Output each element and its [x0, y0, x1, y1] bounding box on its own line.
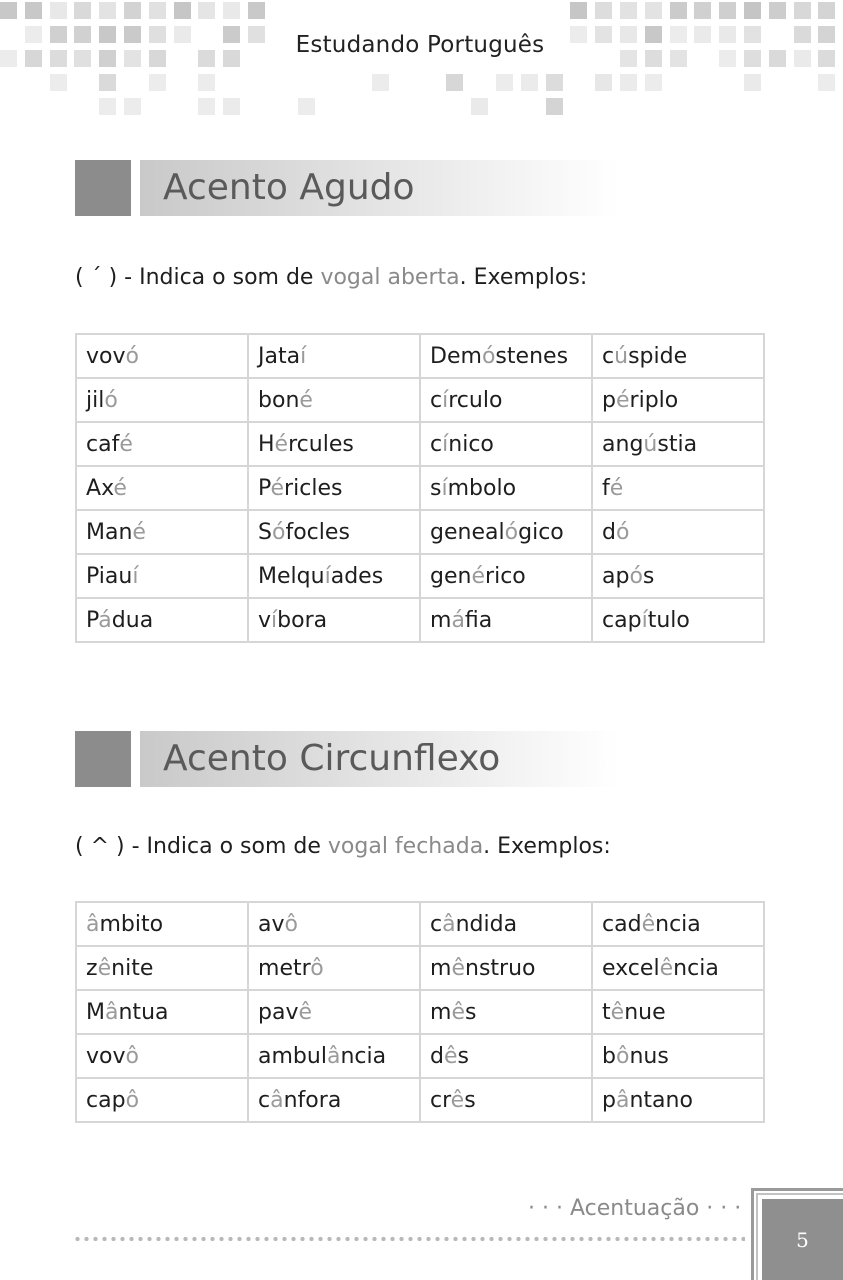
word-cell: cínico	[420, 422, 592, 466]
intro-highlight: vogal fechada	[327, 834, 484, 859]
mosaic-square	[298, 98, 315, 115]
word-cell: jiló	[76, 378, 248, 422]
mosaic-square	[124, 98, 141, 115]
word-cell: crês	[420, 1078, 592, 1122]
word-cell: Hércules	[248, 422, 420, 466]
mosaic-square	[818, 26, 835, 43]
mosaic-square	[99, 74, 116, 91]
section-marker-block	[75, 731, 131, 787]
section-title: Acento Agudo	[163, 167, 415, 208]
mosaic-square	[645, 26, 662, 43]
mosaic-square	[645, 50, 662, 67]
word-cell: Mané	[76, 510, 248, 554]
word-cell: bônus	[592, 1034, 764, 1078]
mosaic-square	[149, 2, 166, 19]
mosaic-square	[744, 26, 761, 43]
mosaic-square	[769, 2, 786, 19]
table-row	[76, 466, 764, 510]
mosaic-square	[471, 98, 488, 115]
mosaic-square	[496, 74, 513, 91]
mosaic-square	[694, 2, 711, 19]
mosaic-square	[223, 26, 240, 43]
header-title: Estudando Português	[278, 0, 562, 68]
mosaic-square	[149, 26, 166, 43]
mosaic-square	[124, 26, 141, 43]
mosaic-square	[521, 74, 538, 91]
mosaic-square	[595, 26, 612, 43]
mosaic-square	[74, 26, 91, 43]
section-intro-agudo	[75, 265, 587, 290]
word-cell: capô	[76, 1078, 248, 1122]
word-cell: pavê	[248, 990, 420, 1034]
word-cell: Axé	[76, 466, 248, 510]
page-number: 5	[762, 1199, 843, 1280]
mosaic-square	[74, 50, 91, 67]
mosaic-square	[149, 50, 166, 67]
mosaic-square	[124, 2, 141, 19]
section-header-acento-circunflexo	[75, 731, 620, 787]
word-cell: Mântua	[76, 990, 248, 1034]
word-cell: vovô	[76, 1034, 248, 1078]
mosaic-square	[570, 2, 587, 19]
mosaic-square	[794, 26, 811, 43]
mosaic-square	[223, 50, 240, 67]
table-row	[76, 902, 764, 946]
word-cell: fé	[592, 466, 764, 510]
word-cell: genérico	[420, 554, 592, 598]
mosaic-square	[198, 74, 215, 91]
mosaic-square	[645, 74, 662, 91]
section-marker-block	[75, 160, 131, 216]
word-cell: âmbito	[76, 902, 248, 946]
word-cell: Jataí	[248, 334, 420, 378]
word-cell: ambulância	[248, 1034, 420, 1078]
word-cell: Sófocles	[248, 510, 420, 554]
word-cell: após	[592, 554, 764, 598]
mosaic-square	[50, 26, 67, 43]
examples-table-agudo	[75, 333, 765, 643]
word-cell: excelência	[592, 946, 764, 990]
word-cell: Melquíades	[248, 554, 420, 598]
mosaic-square	[99, 2, 116, 19]
mosaic-square	[719, 2, 736, 19]
mosaic-square	[50, 2, 67, 19]
mosaic-square	[645, 2, 662, 19]
mosaic-square	[620, 26, 637, 43]
examples-table-circunflexo	[75, 901, 765, 1123]
word-cell: pântano	[592, 1078, 764, 1122]
mosaic-square	[744, 74, 761, 91]
word-cell: cúspide	[592, 334, 764, 378]
word-cell: Pádua	[76, 598, 248, 642]
section-header-acento-agudo	[75, 160, 620, 216]
mosaic-square	[769, 50, 786, 67]
word-cell: mês	[420, 990, 592, 1034]
table-row	[76, 510, 764, 554]
word-cell: boné	[248, 378, 420, 422]
footer-dotted-rule	[73, 1236, 745, 1242]
mosaic-square	[372, 74, 389, 91]
mosaic-square	[50, 74, 67, 91]
word-cell: capítulo	[592, 598, 764, 642]
mosaic-square	[198, 2, 215, 19]
word-cell: círculo	[420, 378, 592, 422]
mosaic-square	[0, 50, 17, 67]
section-intro-circunflexo	[75, 834, 611, 859]
mosaic-square	[198, 50, 215, 67]
mosaic-square	[223, 2, 240, 19]
mosaic-square	[620, 2, 637, 19]
mosaic-square	[99, 98, 116, 115]
word-cell: víbora	[248, 598, 420, 642]
table-row	[76, 598, 764, 642]
section-title: Acento Circunflexo	[163, 738, 501, 779]
mosaic-square	[25, 2, 42, 19]
mosaic-square	[25, 50, 42, 67]
mosaic-square	[744, 50, 761, 67]
table-row	[76, 378, 764, 422]
word-cell: símbolo	[420, 466, 592, 510]
mosaic-square	[744, 2, 761, 19]
table-row	[76, 1078, 764, 1122]
mosaic-square	[174, 2, 191, 19]
word-cell: vovó	[76, 334, 248, 378]
table-row	[76, 990, 764, 1034]
mosaic-square	[149, 74, 166, 91]
word-cell: máfa	[420, 598, 592, 642]
mosaic-square	[670, 2, 687, 19]
word-cell: zênite	[76, 946, 248, 990]
word-cell: avô	[248, 902, 420, 946]
mosaic-square	[198, 98, 215, 115]
word-cell: tênue	[592, 990, 764, 1034]
word-cell: mênstruo	[420, 946, 592, 990]
mosaic-square	[818, 2, 835, 19]
word-cell: genealógico	[420, 510, 592, 554]
intro-highlight: vogal aberta	[320, 265, 460, 290]
word-cell: Péricles	[248, 466, 420, 510]
mosaic-square	[25, 26, 42, 43]
intro-suffix: . Exemplos:	[483, 834, 611, 859]
word-cell: dó	[592, 510, 764, 554]
mosaic-square	[719, 26, 736, 43]
mosaic-square	[818, 74, 835, 91]
mosaic-square	[595, 2, 612, 19]
mosaic-square	[174, 26, 191, 43]
mosaic-square	[670, 50, 687, 67]
mosaic-square	[99, 26, 116, 43]
mosaic-square	[595, 74, 612, 91]
word-cell: café	[76, 422, 248, 466]
table-row	[76, 422, 764, 466]
mosaic-square	[794, 2, 811, 19]
mosaic-square	[546, 74, 563, 91]
mosaic-square	[124, 50, 141, 67]
mosaic-square	[620, 74, 637, 91]
word-cell: metrô	[248, 946, 420, 990]
word-cell: périplo	[592, 378, 764, 422]
mosaic-square	[670, 26, 687, 43]
table-row	[76, 1034, 764, 1078]
mosaic-square	[248, 26, 265, 43]
mosaic-square	[50, 50, 67, 67]
footer-section-label: · · · Acentuação · · ·	[528, 1196, 742, 1221]
word-cell: cânfora	[248, 1078, 420, 1122]
mosaic-square	[694, 26, 711, 43]
word-cell: angústia	[592, 422, 764, 466]
mosaic-square	[248, 2, 265, 19]
mosaic-square	[620, 50, 637, 67]
table-row	[76, 946, 764, 990]
word-cell: Piauí	[76, 554, 248, 598]
word-cell: cadência	[592, 902, 764, 946]
table-row	[76, 554, 764, 598]
mosaic-square	[794, 50, 811, 67]
mosaic-square	[570, 26, 587, 43]
intro-prefix: ( ^ ) - Indica o som de	[75, 834, 328, 859]
word-cell: dês	[420, 1034, 592, 1078]
mosaic-square	[446, 74, 463, 91]
mosaic-square	[546, 98, 563, 115]
intro-prefix: ( ´ ) - Indica o som de	[75, 265, 321, 290]
mosaic-square	[223, 98, 240, 115]
mosaic-square	[0, 2, 17, 19]
mosaic-square	[818, 50, 835, 67]
word-cell: cândida	[420, 902, 592, 946]
mosaic-square	[719, 50, 736, 67]
intro-suffix: . Exemplos:	[459, 265, 588, 290]
mosaic-square	[99, 50, 116, 67]
mosaic-square	[74, 2, 91, 19]
word-cell: Demóstenes	[420, 334, 592, 378]
table-row	[76, 334, 764, 378]
